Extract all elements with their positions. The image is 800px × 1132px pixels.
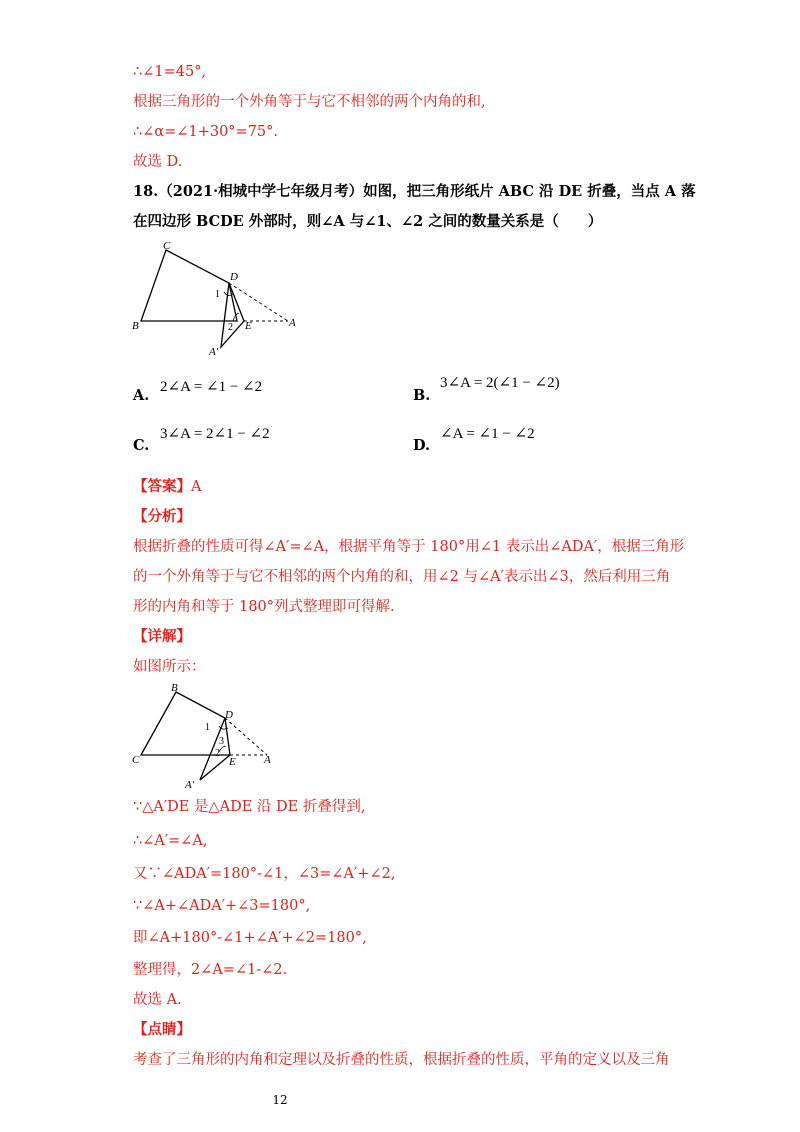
answer-line <box>133 477 201 497</box>
fig2-label-d: D <box>225 709 233 721</box>
comment-line-1: 考查了三角形的内角和定理以及折叠的性质，根据折叠的性质，平角的定义以及三角 <box>133 1052 670 1068</box>
option-d-label: D. <box>413 437 431 454</box>
option-d-expr: ∠A = ∠1 − ∠2 <box>440 426 535 442</box>
option-b-expr: 3∠A = 2(∠1 − ∠2) <box>440 375 560 391</box>
fig2-angle-2: 2 <box>215 748 220 759</box>
detail-line-5: 即∠A+180°-∠1+∠A′+∠2=180°, <box>133 930 367 946</box>
option-b-label: B. <box>413 387 431 404</box>
fig2-label-e: E <box>229 756 236 768</box>
question-line-1: 18.（2021·相城中学七年级月考）如图，把三角形纸片 ABC 沿 DE 折叠，当点 A 落 <box>133 183 696 200</box>
detail-line-7: 故选 A. <box>133 992 182 1008</box>
prev-line-3: ∴∠α=∠1+30°=75°. <box>133 124 278 140</box>
figure-2 <box>133 680 283 792</box>
detail-line-3: 又∵∠ADA′=180°-∠1，∠3=∠A′+∠2, <box>133 866 396 882</box>
detail-line-2: ∴∠A′=∠A, <box>133 833 208 849</box>
analysis-line-1: 根据折叠的性质可得∠A′=∠A，根据平角等于 180°用∠1 表示出∠ADA′，根据三角形 <box>133 539 685 555</box>
fig2-angle-1: 1 <box>205 722 210 733</box>
fig2-label-a-prime: A′ <box>185 779 195 791</box>
detail-line-4: ∵∠A+∠ADA′+∠3=180°, <box>133 898 311 914</box>
analysis-line-3: 形的内角和等于 180°列式整理即可得解. <box>133 599 395 615</box>
fig1-label-a-prime: A′ <box>209 346 219 358</box>
fig1-label-e: E <box>245 320 252 332</box>
question-line-2: 在四边形 BCDE 外部时，则∠A 与∠1、∠2 之间的数量关系是（ ） <box>133 213 603 230</box>
detail-line-1: ∵△A′DE 是△ADE 沿 DE 折叠得到, <box>133 799 366 815</box>
answer-value: A <box>191 479 202 495</box>
fig1-label-b: B <box>132 320 139 332</box>
fig2-label-b: B <box>171 682 178 694</box>
comment-heading: 【点睛】 <box>133 1021 191 1038</box>
fig1-label-a: A <box>289 317 296 329</box>
figure-1 <box>133 240 308 360</box>
page-number: 12 <box>272 1093 288 1107</box>
prev-line-2: 根据三角形的一个外角等于与它不相邻的两个内角的和, <box>133 94 486 110</box>
option-a-label: A. <box>133 387 150 404</box>
option-a-expr: 2∠A = ∠1 − ∠2 <box>160 379 263 395</box>
option-c-expr: 3∠A = 2∠1 − ∠2 <box>160 426 270 442</box>
fig1-label-c: C <box>163 240 171 252</box>
fig2-angle-3: 3 <box>219 736 224 747</box>
detail-heading: 【详解】 <box>133 628 191 645</box>
prev-line-1: ∴∠1=45°, <box>133 64 207 80</box>
fig2-label-c: C <box>132 754 140 766</box>
prev-line-4: 故选 D. <box>133 154 183 170</box>
option-c-label: C. <box>133 437 150 454</box>
analysis-heading: 【分析】 <box>133 508 191 525</box>
detail-intro: 如图所示： <box>133 659 206 675</box>
detail-line-6: 整理得，2∠A=∠1-∠2. <box>133 962 288 978</box>
fig2-label-a: A <box>264 754 271 766</box>
fig1-angle-2: 2 <box>228 322 233 333</box>
answer-heading: 【答案】 <box>133 478 191 495</box>
analysis-line-2: 的一个外角等于与它不相邻的两个内角的和，用∠2 与∠A′表示出∠3，然后利用三角 <box>133 569 671 585</box>
fig1-angle-1: 1 <box>215 289 220 300</box>
fig1-label-d: D <box>230 271 238 283</box>
